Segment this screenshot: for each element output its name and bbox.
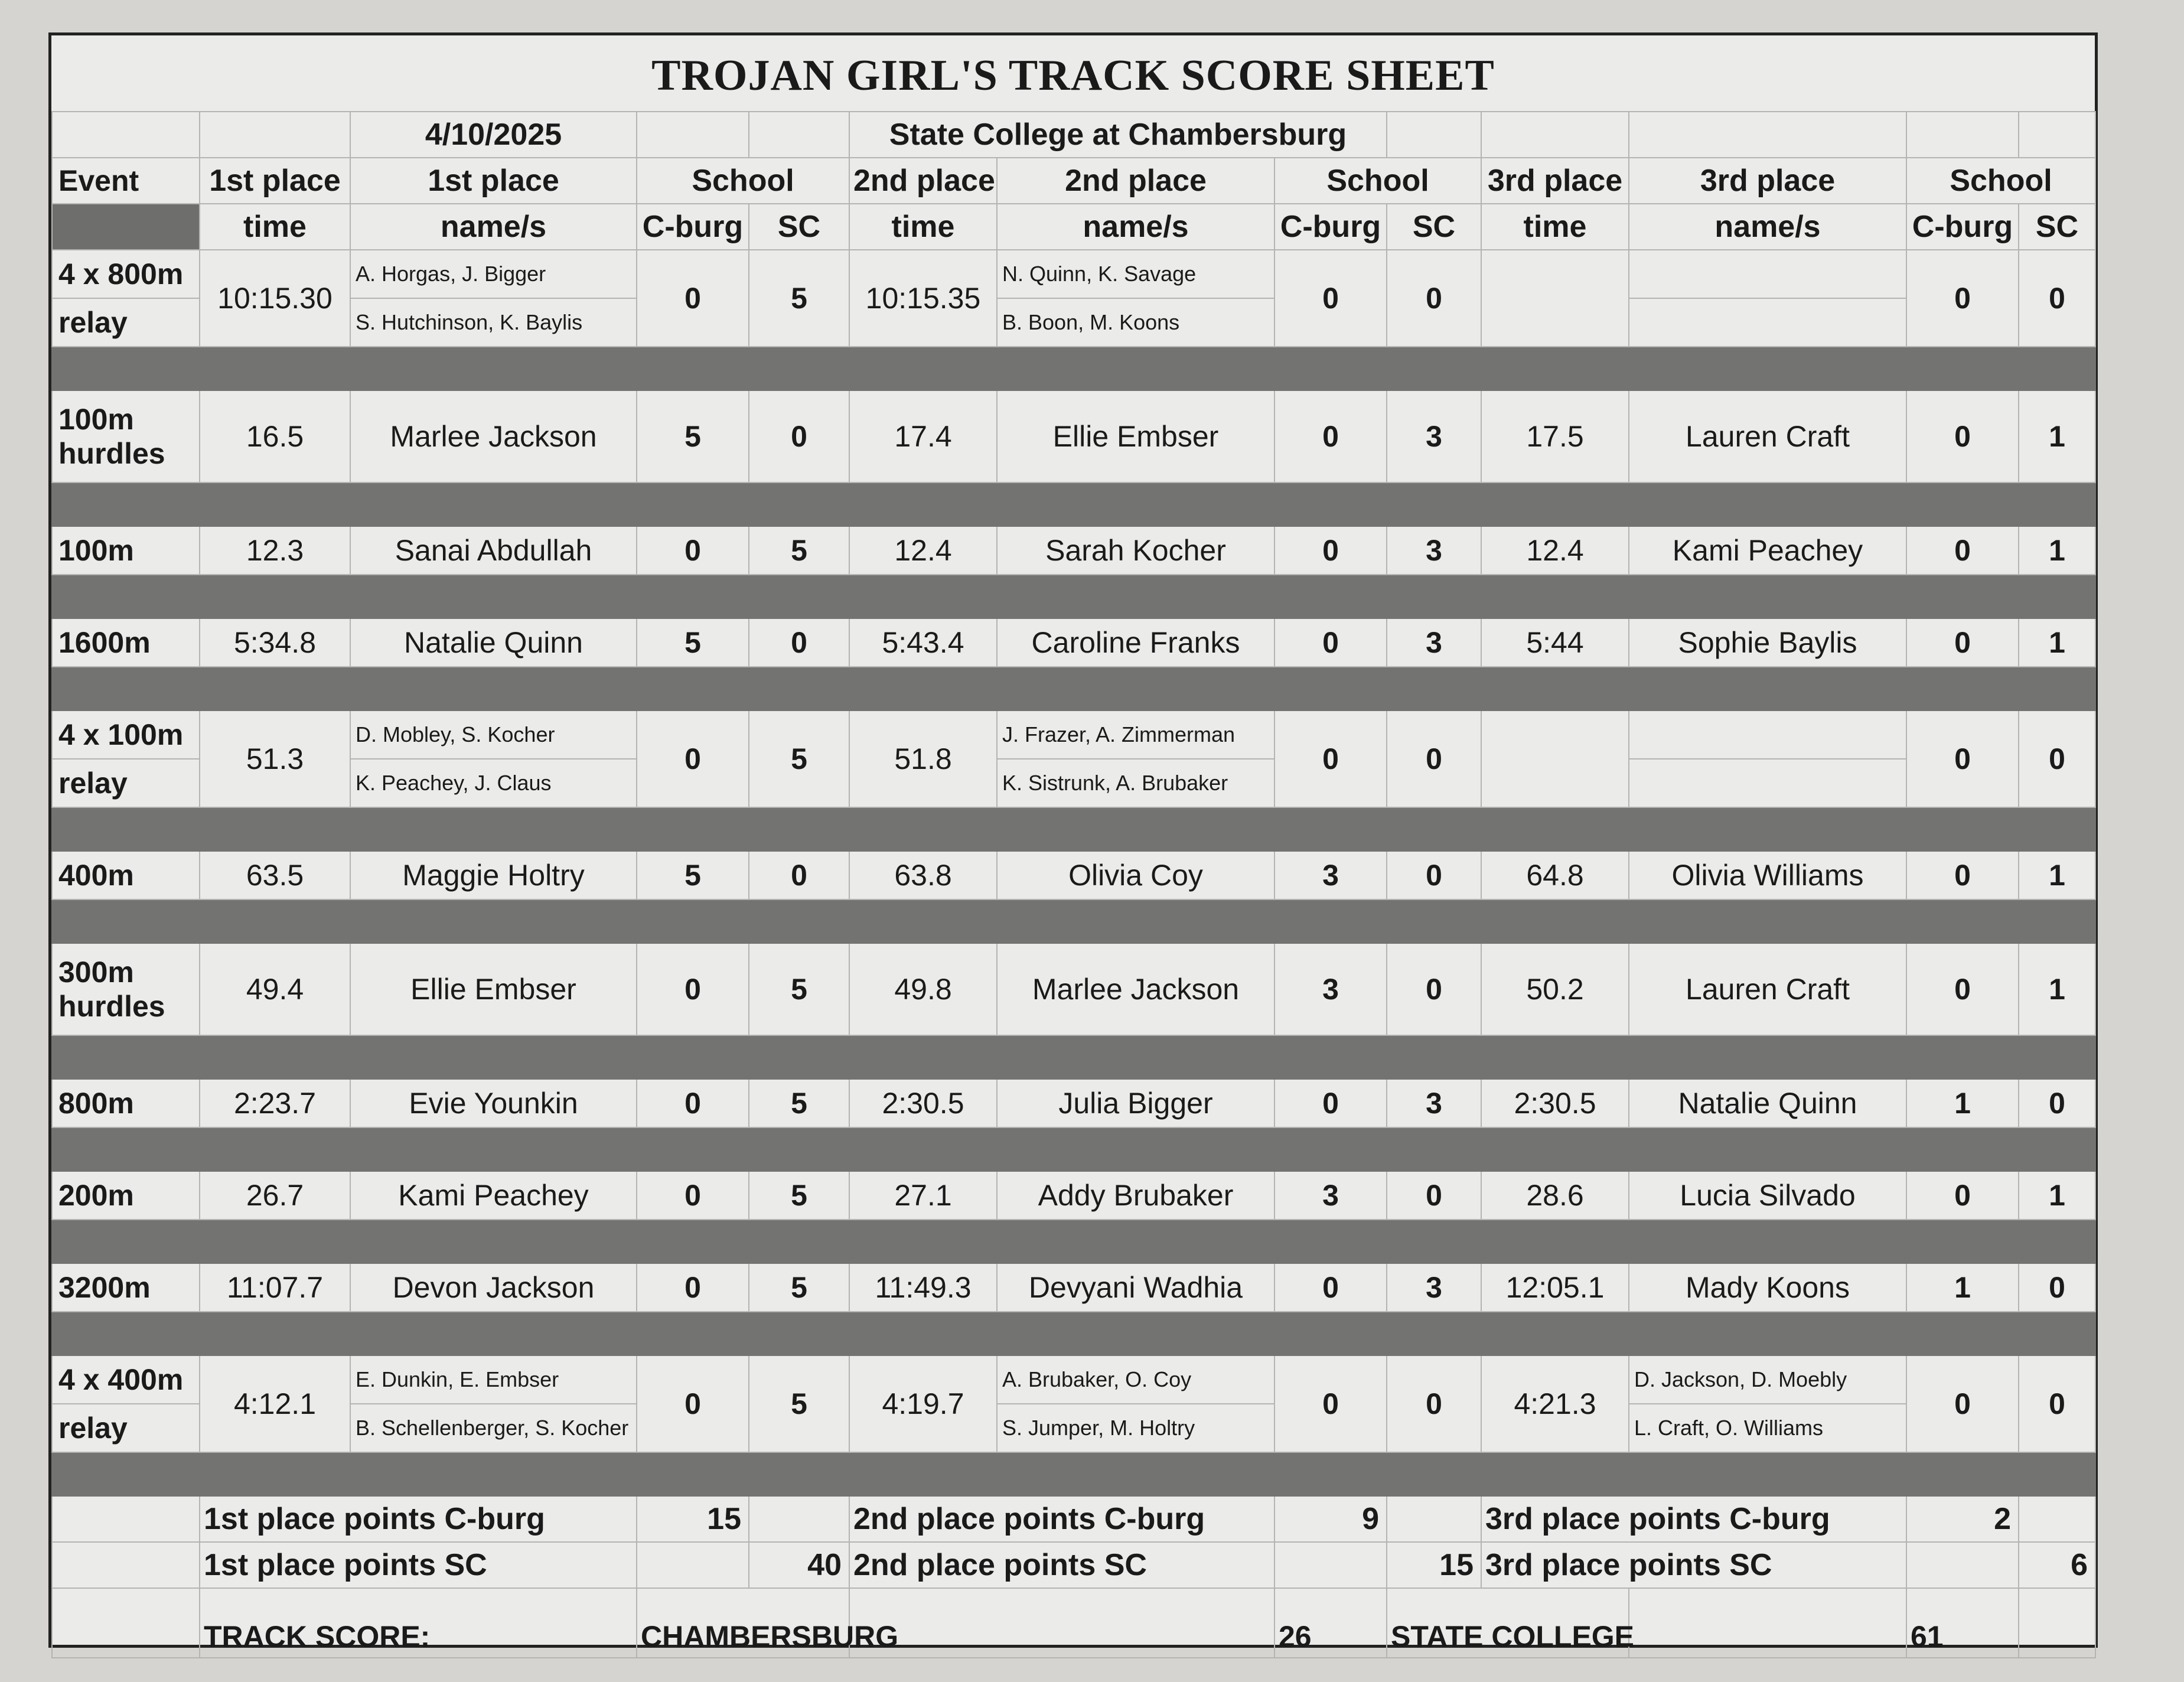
third-place-name: Natalie Quinn <box>1629 1079 1906 1127</box>
third-place-time: 4:21.3 <box>1481 1355 1629 1452</box>
first-name-header: 1st place <box>350 158 637 204</box>
second-place-names-line-2: S. Jumper, M. Holtry <box>997 1404 1274 1452</box>
summary-blank <box>1629 1588 1906 1658</box>
cburg-points-3: 0 <box>1906 390 2019 483</box>
school-header-3: School <box>1906 158 2095 204</box>
table-row <box>52 250 2095 298</box>
table-row <box>52 943 2095 1035</box>
first-place-name: Marlee Jackson <box>350 390 637 483</box>
table-row <box>52 1079 2095 1127</box>
summary-blank <box>52 1588 200 1658</box>
cburg-points-1: 0 <box>637 250 749 347</box>
third-time-header: 3rd place <box>1481 158 1629 204</box>
first-place-names-line-2: S. Hutchinson, K. Baylis <box>350 298 637 347</box>
first-place-time: 5:34.8 <box>200 618 350 667</box>
second-place-time: 4:19.7 <box>849 1355 997 1452</box>
cburg-points-2: 3 <box>1274 1171 1387 1220</box>
header-row-date <box>52 112 2095 158</box>
second-place-name: Addy Brubaker <box>997 1171 1274 1220</box>
third-name-subheader: name/s <box>1629 204 1906 250</box>
sc-points-3: 1 <box>2019 526 2095 575</box>
event-name-line-1: 100m <box>58 403 134 436</box>
sc-header-1: SC <box>749 204 849 250</box>
cburg-points-2: 0 <box>1274 250 1387 347</box>
cburg-points-1: 0 <box>637 1079 749 1127</box>
second-place-time: 63.8 <box>849 851 997 899</box>
sc-points-2: 0 <box>1387 710 1481 807</box>
meet-name: State College at Chambersburg <box>849 112 1387 158</box>
cburg-points-2: 0 <box>1274 1355 1387 1452</box>
sc-points-3: 0 <box>2019 250 2095 347</box>
cburg-header-1: C-burg <box>637 204 749 250</box>
first-place-names-line-1: E. Dunkin, E. Embser <box>350 1355 637 1404</box>
third-place-names-line-1: D. Jackson, D. Moebly <box>1629 1355 1906 1404</box>
third-place-time: 28.6 <box>1481 1171 1629 1220</box>
first-place-name: Devon Jackson <box>350 1263 637 1312</box>
third-place-name: Lauren Craft <box>1629 943 1906 1035</box>
event-header: Event <box>52 158 200 204</box>
table-row <box>52 618 2095 667</box>
separator-cell <box>52 483 2095 526</box>
separator-band <box>52 1452 2095 1496</box>
summary-blank <box>2019 1496 2095 1542</box>
sc-points-2: 3 <box>1387 1263 1481 1312</box>
summary-blank <box>1387 1496 1481 1542</box>
team2-score: 61 <box>1906 1588 2019 1658</box>
first-place-time: 63.5 <box>200 851 350 899</box>
third-place-name: Mady Koons <box>1629 1263 1906 1312</box>
second-place-name: Sarah Kocher <box>997 526 1274 575</box>
third-place-names-line-1 <box>1629 250 1906 298</box>
separator-cell <box>52 1035 2095 1079</box>
separator-cell <box>52 1452 2095 1496</box>
cburg-points-2: 3 <box>1274 851 1387 899</box>
cburg-points-2: 0 <box>1274 1079 1387 1127</box>
separator-band <box>52 347 2095 390</box>
first-place-names-line-1: D. Mobley, S. Kocher <box>350 710 637 759</box>
sc-points-1: 5 <box>749 1355 849 1452</box>
separator-band <box>52 1312 2095 1355</box>
first-place-time: 26.7 <box>200 1171 350 1220</box>
sc-points-3: 1 <box>2019 1171 2095 1220</box>
sc-points-1: 0 <box>749 851 849 899</box>
second-name-subheader: name/s <box>997 204 1274 250</box>
third-time-subheader: time <box>1481 204 1629 250</box>
second-place-names-line-1: A. Brubaker, O. Coy <box>997 1355 1274 1404</box>
third-place-name: Lucia Silvado <box>1629 1171 1906 1220</box>
sc-points-1: 5 <box>749 526 849 575</box>
sc-points-2: 3 <box>1387 526 1481 575</box>
cburg-header-2: C-burg <box>1274 204 1387 250</box>
third-place-time: 12.4 <box>1481 526 1629 575</box>
separator-cell <box>52 667 2095 710</box>
third-place-name: Sophie Baylis <box>1629 618 1906 667</box>
school-header-2: School <box>1274 158 1481 204</box>
first-place-time: 4:12.1 <box>200 1355 350 1452</box>
sc-points-3: 1 <box>2019 943 2095 1035</box>
third-place-time <box>1481 250 1629 347</box>
separator-band <box>52 899 2095 943</box>
first-place-name: Evie Younkin <box>350 1079 637 1127</box>
cburg-points-3: 0 <box>1906 1171 2019 1220</box>
second-place-names-line-2: K. Sistrunk, A. Brubaker <box>997 759 1274 807</box>
summary-blank <box>749 1496 849 1542</box>
cburg-points-3: 0 <box>1906 250 2019 347</box>
event-name <box>52 943 200 1035</box>
separator-cell <box>52 1220 2095 1263</box>
sc-points-1: 5 <box>749 1263 849 1312</box>
cburg-points-3: 0 <box>1906 943 2019 1035</box>
separator-cell <box>52 1127 2095 1171</box>
second-place-time: 51.8 <box>849 710 997 807</box>
sc-points-1: 0 <box>749 390 849 483</box>
event-name-line-1: 4 x 100m <box>52 710 200 759</box>
first-place-names-line-2: K. Peachey, J. Claus <box>350 759 637 807</box>
summary-blank <box>52 1542 200 1588</box>
first-place-names-line-2: B. Schellenberger, S. Kocher <box>350 1404 637 1452</box>
summary-row-1 <box>52 1496 2095 1542</box>
cburg-points-2: 0 <box>1274 1263 1387 1312</box>
track-score-label: TRACK SCORE: <box>200 1588 637 1658</box>
separator-cell <box>52 347 2095 390</box>
second-place-time: 12.4 <box>849 526 997 575</box>
meet-date: 4/10/2025 <box>350 112 637 158</box>
second-place-time: 17.4 <box>849 390 997 483</box>
second-place-name: Ellie Embser <box>997 390 1274 483</box>
second-place-name: Caroline Franks <box>997 618 1274 667</box>
cburg-points-2: 3 <box>1274 943 1387 1035</box>
event-name: 3200m <box>52 1263 200 1312</box>
third-place-time: 12:05.1 <box>1481 1263 1629 1312</box>
third-place-names-line-2 <box>1629 759 1906 807</box>
second-cburg-label: 2nd place points C-burg <box>849 1496 1274 1542</box>
sc-points-2: 3 <box>1387 390 1481 483</box>
third-place-name: Lauren Craft <box>1629 390 1906 483</box>
sc-header-3: SC <box>2019 204 2095 250</box>
third-place-names-line-2 <box>1629 298 1906 347</box>
table-row <box>52 851 2095 899</box>
second-place-name: Marlee Jackson <box>997 943 1274 1035</box>
sc-points-3: 1 <box>2019 390 2095 483</box>
first-place-name: Ellie Embser <box>350 943 637 1035</box>
sc-points-2: 0 <box>1387 943 1481 1035</box>
sc-points-2: 0 <box>1387 851 1481 899</box>
third-place-names-line-2: L. Craft, O. Williams <box>1629 1404 1906 1452</box>
third-place-time: 5:44 <box>1481 618 1629 667</box>
second-place-time: 5:43.4 <box>849 618 997 667</box>
sc-points-1: 0 <box>749 618 849 667</box>
second-time-header: 2nd place <box>849 158 997 204</box>
second-place-time: 27.1 <box>849 1171 997 1220</box>
separator-band <box>52 1035 2095 1079</box>
cburg-points-3: 0 <box>1906 710 2019 807</box>
sc-points-2: 0 <box>1387 1355 1481 1452</box>
sc-points-2: 0 <box>1387 1171 1481 1220</box>
separator-cell <box>52 1312 2095 1355</box>
sheet-title: TROJAN GIRL'S TRACK SCORE SHEET <box>651 51 1495 100</box>
second-name-header: 2nd place <box>997 158 1274 204</box>
third-place-time: 50.2 <box>1481 943 1629 1035</box>
cburg-points-2: 0 <box>1274 618 1387 667</box>
summary-blank <box>849 1588 1274 1658</box>
event-name: 800m <box>52 1079 200 1127</box>
summary-blank <box>637 1542 749 1588</box>
sc-points-1: 5 <box>749 943 849 1035</box>
third-cburg-label: 3rd place points C-burg <box>1481 1496 1906 1542</box>
summary-blank <box>1274 1542 1387 1588</box>
separator-band <box>52 483 2095 526</box>
table-row <box>52 759 2095 807</box>
event-name-line-2: relay <box>52 298 200 347</box>
second-place-names-line-2: B. Boon, M. Koons <box>997 298 1274 347</box>
first-name-subheader: name/s <box>350 204 637 250</box>
first-place-time: 12.3 <box>200 526 350 575</box>
event-header-shade <box>52 204 200 250</box>
cburg-points-2: 0 <box>1274 710 1387 807</box>
second-place-names-line-1: J. Frazer, A. Zimmerman <box>997 710 1274 759</box>
cburg-points-2: 0 <box>1274 526 1387 575</box>
table-row <box>52 1404 2095 1452</box>
event-name-line-2: relay <box>52 1404 200 1452</box>
sc-points-3: 0 <box>2019 1355 2095 1452</box>
cburg-points-1: 5 <box>637 618 749 667</box>
first-place-time: 10:15.30 <box>200 250 350 347</box>
second-place-time: 2:30.5 <box>849 1079 997 1127</box>
cburg-header-3: C-burg <box>1906 204 2019 250</box>
first-cburg-label: 1st place points C-burg <box>200 1496 637 1542</box>
table-row <box>52 710 2095 759</box>
sc-points-3: 1 <box>2019 618 2095 667</box>
sc-points-1: 5 <box>749 250 849 347</box>
sc-points-2: 3 <box>1387 618 1481 667</box>
cburg-points-1: 0 <box>637 1355 749 1452</box>
table-row <box>52 390 2095 483</box>
sc-points-1: 5 <box>749 1079 849 1127</box>
summary-row-2 <box>52 1542 2095 1588</box>
school-header-1: School <box>637 158 849 204</box>
sc-header-2: SC <box>1387 204 1481 250</box>
cburg-points-1: 0 <box>637 1171 749 1220</box>
summary-blank <box>52 1496 200 1542</box>
second-sc-label: 2nd place points SC <box>849 1542 1274 1588</box>
second-place-names-line-1: N. Quinn, K. Savage <box>997 250 1274 298</box>
second-sc-points: 15 <box>1387 1542 1481 1588</box>
score-table <box>51 111 2096 1658</box>
table-row <box>52 1171 2095 1220</box>
table-row <box>52 526 2095 575</box>
third-place-names-line-1 <box>1629 710 1906 759</box>
third-sc-label: 3rd place points SC <box>1481 1542 1906 1588</box>
event-name-line-1: 4 x 800m <box>52 250 200 298</box>
cburg-points-3: 0 <box>1906 1355 2019 1452</box>
second-cburg-points: 9 <box>1274 1496 1387 1542</box>
cburg-points-3: 0 <box>1906 851 2019 899</box>
sc-points-1: 5 <box>749 710 849 807</box>
table-row <box>52 1263 2095 1312</box>
event-name: 1600m <box>52 618 200 667</box>
summary-blank <box>2019 1588 2095 1658</box>
first-place-time: 49.4 <box>200 943 350 1035</box>
third-place-time: 64.8 <box>1481 851 1629 899</box>
first-place-time: 2:23.7 <box>200 1079 350 1127</box>
cburg-points-1: 0 <box>637 1263 749 1312</box>
third-place-time: 2:30.5 <box>1481 1079 1629 1127</box>
summary-blank <box>1906 1542 2019 1588</box>
separator-band <box>52 1127 2095 1171</box>
separator-cell <box>52 575 2095 618</box>
sc-points-2: 3 <box>1387 1079 1481 1127</box>
team2-name: STATE COLLEGE <box>1387 1588 1629 1658</box>
first-time-header: 1st place <box>200 158 350 204</box>
cburg-points-1: 5 <box>637 390 749 483</box>
event-name: 100m <box>52 526 200 575</box>
separator-cell <box>52 899 2095 943</box>
sc-points-3: 0 <box>2019 1079 2095 1127</box>
first-place-time: 16.5 <box>200 390 350 483</box>
event-name-line-2: hurdles <box>58 990 165 1023</box>
third-place-time: 17.5 <box>1481 390 1629 483</box>
sc-points-3: 0 <box>2019 710 2095 807</box>
third-place-name: Kami Peachey <box>1629 526 1906 575</box>
header-row-2 <box>52 204 2095 250</box>
separator-band <box>52 575 2095 618</box>
third-name-header: 3rd place <box>1629 158 1906 204</box>
sc-points-3: 1 <box>2019 851 2095 899</box>
sc-points-1: 5 <box>749 1171 849 1220</box>
first-place-name: Natalie Quinn <box>350 618 637 667</box>
first-place-name: Maggie Holtry <box>350 851 637 899</box>
second-place-time: 11:49.3 <box>849 1263 997 1312</box>
event-name-line-1: 4 x 400m <box>52 1355 200 1404</box>
first-place-name: Kami Peachey <box>350 1171 637 1220</box>
separator-band <box>52 667 2095 710</box>
cburg-points-3: 0 <box>1906 526 2019 575</box>
separator-cell <box>52 807 2095 851</box>
header-row-1 <box>52 158 2095 204</box>
event-name <box>52 390 200 483</box>
first-place-name: Sanai Abdullah <box>350 526 637 575</box>
track-score-row <box>52 1588 2095 1658</box>
cburg-points-1: 0 <box>637 710 749 807</box>
first-place-names-line-1: A. Horgas, J. Bigger <box>350 250 637 298</box>
third-place-time <box>1481 710 1629 807</box>
cburg-points-2: 0 <box>1274 390 1387 483</box>
third-cburg-points: 2 <box>1906 1496 2019 1542</box>
score-sheet <box>48 32 2098 1653</box>
table-row <box>52 1355 2095 1404</box>
second-place-time: 10:15.35 <box>849 250 997 347</box>
event-name-line-2: hurdles <box>58 437 165 470</box>
cburg-points-3: 0 <box>1906 618 2019 667</box>
event-name-line-1: 300m <box>58 956 134 989</box>
second-place-name: Olivia Coy <box>997 851 1274 899</box>
first-sc-points: 40 <box>749 1542 849 1588</box>
cburg-points-1: 0 <box>637 526 749 575</box>
second-place-name: Devyani Wadhia <box>997 1263 1274 1312</box>
first-cburg-points: 15 <box>637 1496 749 1542</box>
cburg-points-3: 1 <box>1906 1079 2019 1127</box>
cburg-points-3: 1 <box>1906 1263 2019 1312</box>
cburg-points-1: 0 <box>637 943 749 1035</box>
separator-band <box>52 807 2095 851</box>
event-name: 200m <box>52 1171 200 1220</box>
table-row <box>52 298 2095 347</box>
event-name: 400m <box>52 851 200 899</box>
separator-band <box>52 1220 2095 1263</box>
event-name-line-2: relay <box>52 759 200 807</box>
third-place-name: Olivia Williams <box>1629 851 1906 899</box>
first-time-subheader: time <box>200 204 350 250</box>
sc-points-2: 0 <box>1387 250 1481 347</box>
second-place-name: Julia Bigger <box>997 1079 1274 1127</box>
sc-points-3: 0 <box>2019 1263 2095 1312</box>
second-place-time: 49.8 <box>849 943 997 1035</box>
first-place-time: 51.3 <box>200 710 350 807</box>
first-place-time: 11:07.7 <box>200 1263 350 1312</box>
third-sc-points: 6 <box>2019 1542 2095 1588</box>
cburg-points-1: 5 <box>637 851 749 899</box>
team1-name: CHAMBERSBURG <box>637 1588 849 1658</box>
team1-score: 26 <box>1274 1588 1387 1658</box>
second-time-subheader: time <box>849 204 997 250</box>
first-sc-label: 1st place points SC <box>200 1542 637 1588</box>
